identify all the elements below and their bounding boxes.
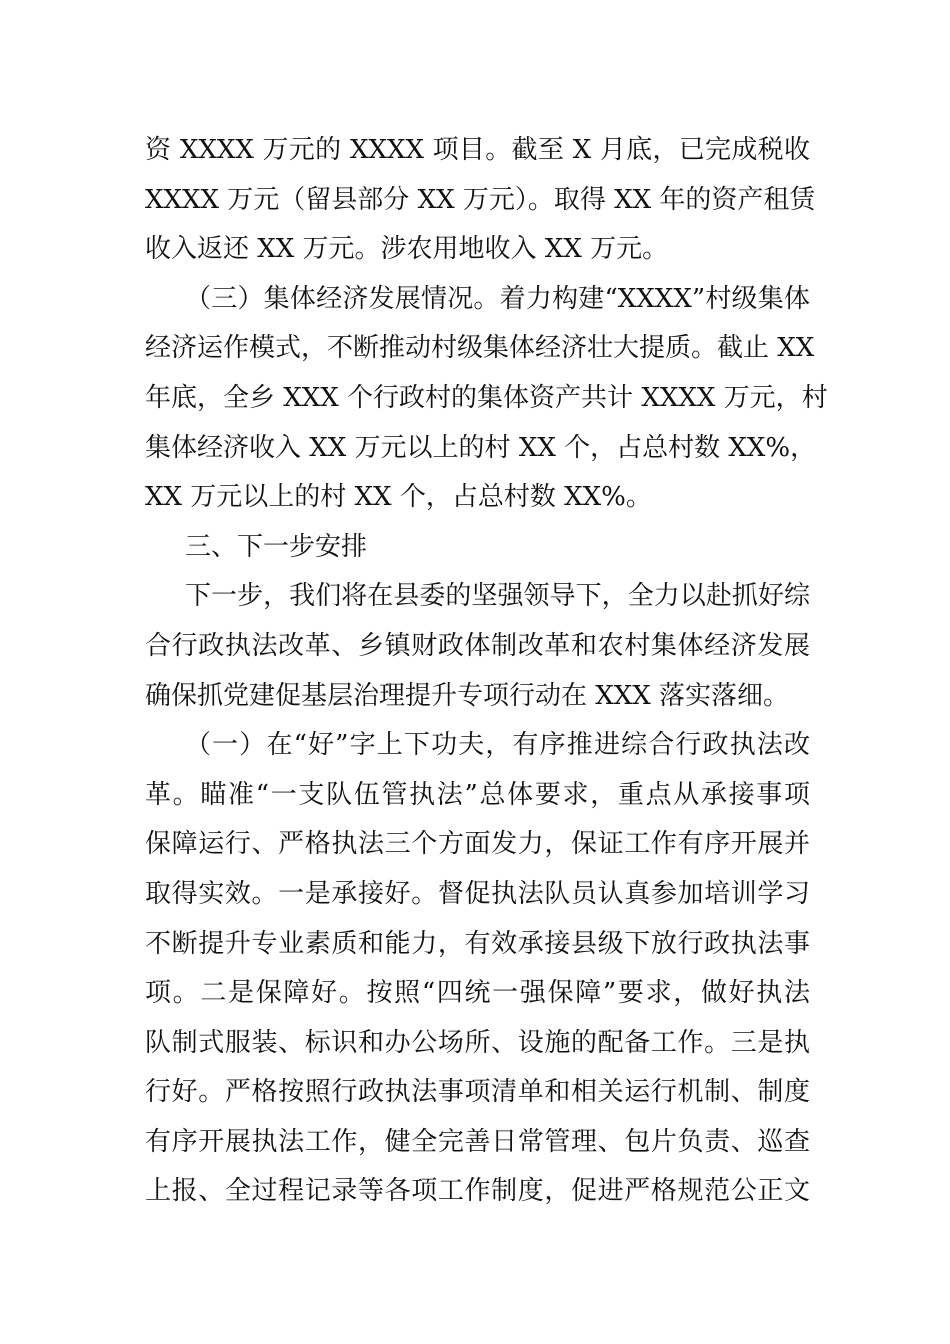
body-line: 下一步，我们将在县委的坚强领导下，全力以赴抓好综 xyxy=(185,581,810,612)
body-line: 队制式服装、标识和办公场所、设施的配备工作。三是执 xyxy=(145,1027,810,1058)
section-heading-line: （三）集体经济发展情况。着力构建“XXXX”村级集体 xyxy=(185,283,810,314)
body-line: 合行政执法改革、乡镇财政体制改革和农村集体经济发展 xyxy=(145,630,810,661)
chapter-heading: 三、下一步安排 xyxy=(185,531,368,562)
body-line: 不断提升专业素质和能力，有效承接县级下放行政执法事 xyxy=(145,928,810,959)
body-line: 收入返还 XX 万元。涉农用地收入 XX 万元。 xyxy=(145,234,669,265)
body-line: 上报、全过程记录等各项工作制度，促进严格规范公正文 xyxy=(145,1176,810,1207)
body-line: 保障运行、严格执法三个方面发力，保证工作有序开展并 xyxy=(145,829,810,860)
body-line: 集体经济收入 XX 万元以上的村 XX 个，占总村数 XX%， xyxy=(145,432,817,463)
body-line: 取得实效。一是承接好。督促执法队员认真参加培训学习 xyxy=(145,878,810,909)
section-heading-line: （一）在“好”字上下功夫，有序推进综合行政执法改 xyxy=(185,730,810,761)
body-line: 革。瞄准“一支队伍管执法”总体要求，重点从承接事项 xyxy=(145,779,810,810)
body-line: 确保抓党建促基层治理提升专项行动在 XXX 落实落细。 xyxy=(145,680,790,711)
body-line: 行好。严格按照行政执法事项清单和相关运行机制、制度 xyxy=(145,1077,810,1108)
body-line: 年底，全乡 XXX 个行政村的集体资产共计 XXXX 万元，村 xyxy=(145,382,828,413)
body-line: 经济运作模式，不断推动村级集体经济壮大提质。截止 XX xyxy=(145,333,815,364)
body-line: 有序开展执法工作，健全完善日常管理、包片负责、巡查 xyxy=(145,1126,810,1157)
body-line: XX 万元以上的村 XX 个，占总村数 XX%。 xyxy=(145,482,652,513)
body-line: 项。二是保障好。按照“四统一强保障”要求，做好执法 xyxy=(145,978,810,1009)
body-line: XXXX 万元（留县部分 XX 万元）。取得 XX 年的资产租赁 xyxy=(145,184,816,215)
document-body xyxy=(145,126,828,1217)
body-line: 资 XXXX 万元的 XXXX 项目。截至 X 月底，已完成税收 xyxy=(145,135,810,165)
